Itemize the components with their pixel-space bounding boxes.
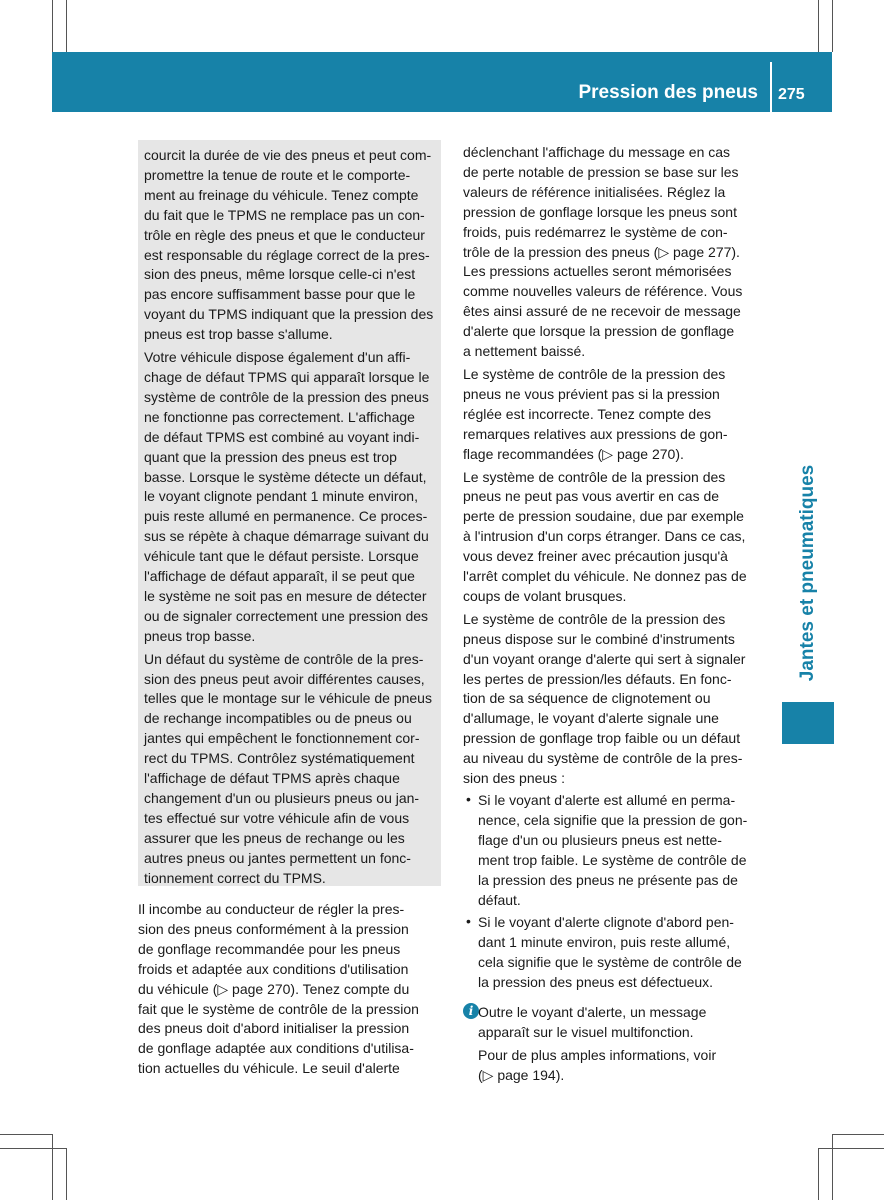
warning-box-text [144,146,433,889]
text-line: du véhicule (▷ page 270). Tenez compte du [138,980,410,997]
text-line: tion actuelles du véhicule. Le seuil d'alerte [138,1060,400,1077]
text-line: la pression des pneus est défectueux. [478,973,714,990]
text-line: vous devez freiner avec précaution jusqu'à [463,548,728,565]
bullet-item [478,791,747,910]
text-line: courcit la durée de vie des pneus et peut com- [144,147,432,163]
text-line: cela signifie que le système de contrôle de [478,953,742,970]
text-line: pneus trop basse. [144,627,256,644]
page-number: 275 [778,86,805,103]
crop-mark [52,1134,53,1200]
text-line: voyant du TPMS indiquant que la pression des [144,306,434,323]
crop-mark [52,0,53,52]
text-line: Le système de contrôle de la pression des [463,610,726,627]
text-line: Le système de contrôle de la pression des [463,365,726,382]
text-line: comme nouvelles valeurs de référence. Vous [463,283,743,300]
text-line: coups de volant brusques. [463,587,627,604]
text-line: de gonflage recommandée pour les pneus [138,940,401,957]
bullet-item [478,913,742,993]
text-line: fait que le système de contrôle de la pression [138,1000,419,1017]
text-line: assurer que les pneus de rechange ou les [144,829,405,846]
text-line: rect du TPMS. Contrôlez systématiquement [144,750,415,767]
text-line: Votre véhicule dispose également d'un affi- [144,349,411,366]
crop-mark [0,1134,52,1135]
text-line: froids, puis redémarrez le système de con- [463,223,728,240]
text-line: de perte notable de pression se base sur les [463,163,739,180]
text-line: ne fonctionne pas correctement. L'affichage [144,408,415,425]
text-line: flage d'un ou plusieurs pneus est nette- [478,831,722,848]
text-line: sion des pneus conformément à la pression [138,920,409,937]
text-line: Pour de plus amples informations, voir [478,1046,717,1063]
text-line: pneus ne peut pas vous avertir en cas de [463,488,720,505]
text-line: valeurs de référence initialisées. Réglez la [463,183,726,200]
text-line: Le système de contrôle de la pression des [463,468,726,485]
text-line: défaut. [478,891,521,908]
text-line: autres pneus ou jantes permettent un fonc- [144,849,411,866]
text-line: apparaît sur le visuel multifonction. [478,1023,694,1040]
crop-mark [0,1148,66,1149]
text-line: pneus est trop basse s'allume. [144,326,333,343]
text-line: changement d'un ou plusieurs pneus ou jan- [144,790,420,806]
bullet-marker: • [466,791,471,807]
text-line: flage recommandées (▷ page 270). [463,445,684,462]
text-line: a nettement baissé. [463,343,586,360]
crop-mark [818,1148,884,1149]
text-line: déclenchant l'affichage du message en cas [463,144,731,160]
text-line: êtes ainsi assuré de ne recevoir de message [463,303,741,320]
text-line: de gonflage adaptée aux conditions d'utilisa- [138,1040,414,1057]
text-line: d'un voyant orange d'alerte qui sert à signaler [463,650,746,667]
text-line: ou de signaler correctement une pression des [144,607,429,624]
text-line: tion de sa séquence de clignotement ou [463,690,711,707]
text-line: l'affichage de défaut apparaît, il se peut que [144,568,415,585]
text-line: à l'intrusion d'un corps étranger. Dans ce cas, [463,528,746,545]
crop-mark [832,1134,884,1135]
chapter-tab-marker [782,702,834,744]
text-line: ment au freinage du véhicule. Tenez compte [144,186,419,203]
text-line: de défaut TPMS est combiné au voyant indi- [144,428,420,445]
text-line: remarques relatives aux pressions de gon- [463,425,728,442]
text-line: Il incombe au conducteur de régler la pres- [138,901,405,917]
section-title: Pression des pneus [578,82,758,103]
text-line: les pertes de pression/les défauts. En fonc- [463,670,732,687]
text-line: chage de défaut TPMS qui apparaît lorsque le [144,368,430,385]
text-line: la pression des pneus ne présente pas de [478,871,738,888]
text-line: Si le voyant d'alerte est allumé en perma- [478,792,736,808]
text-line: pas encore suffisamment basse pour que le [144,286,416,303]
text-line: froids et adaptée aux conditions d'utilisation [138,960,409,977]
header-divider [770,62,772,112]
text-line: jantes qui empêchent le fonctionnement cor- [144,730,420,747]
text-line: l'arrêt complet du véhicule. Ne donnez pas de [463,568,747,585]
text-line: Outre le voyant d'alerte, un message [478,1004,707,1020]
text-line: le système ne soit pas en mesure de détecter [144,587,427,604]
text-line: Si le voyant d'alerte clignote d'abord pen- [478,914,734,930]
text-line: d'allumage, le voyant d'alerte signale une [463,710,719,727]
crop-mark [66,1148,67,1200]
left-column-paragraph [138,900,419,1079]
crop-mark [832,1134,833,1200]
text-line: Les pressions actuelles seront mémorisées [463,263,732,280]
text-line: (▷ page 194). [478,1066,565,1083]
text-line: trôle de la pression des pneus (▷ page 277). [463,243,740,260]
bullet-marker: • [466,913,471,929]
chapter-tab-label: Jantes et pneumatiques [797,464,819,682]
text-line: basse. Lorsque le système détecte un défaut, [144,468,427,485]
text-line: sion des pneus : [463,770,565,787]
text-line: tes effectué sur votre véhicule afin de vous [144,809,410,826]
crop-mark [832,0,833,52]
text-line: sus se répète à chaque démarrage suivant du [144,528,429,545]
text-line: véhicule tant que le défaut persiste. Lorsque [144,548,419,565]
text-line: système de contrôle de la pression des pneus [144,388,429,405]
text-line: Un défaut du système de contrôle de la pres- [144,650,424,667]
text-line: tionnement correct du TPMS. [144,869,326,886]
page-header [52,52,832,112]
text-line: puis reste allumé en permanence. Ce proces- [144,508,428,525]
text-line: promettre la tenue de route et le comporte- [144,166,411,183]
text-line: quant que la pression des pneus est trop [144,448,397,465]
info-note [478,1003,716,1086]
chapter-tab [782,454,834,692]
text-line: le voyant clignote pendant 1 minute environ, [144,488,418,505]
text-line: telles que le montage sur le véhicule de pneus [144,690,432,707]
info-icon: i [463,1003,479,1019]
text-line: nence, cela signifie que la pression de gon- [478,811,748,828]
right-column-text [463,143,747,789]
text-line: dant 1 minute environ, puis reste allumé, [478,933,731,950]
crop-mark [818,0,819,52]
text-line: sion des pneus, même lorsque celle-ci n'est [144,266,416,283]
text-line: ment trop faible. Le système de contrôle de [478,851,747,868]
text-line: perte de pression soudaine, due par exemple [463,508,744,525]
text-line: au niveau du système de contrôle de la pres- [463,750,743,767]
crop-mark [818,1148,819,1200]
text-line: sion des pneus peut avoir différentes causes, [144,670,425,687]
text-line: d'alerte que lorsque la pression de gonflage [463,323,735,340]
text-line: l'affichage de défaut TPMS après chaque [144,770,400,787]
text-line: pression de gonflage trop faible ou un défaut [463,730,741,747]
text-line: réglée est incorrecte. Tenez compte des [463,405,711,422]
text-line: est responsable du réglage correct de la pres- [144,246,430,263]
text-line: du fait que le TPMS ne remplace pas un con- [144,206,425,223]
text-line: pneus dispose sur le combiné d'instruments [463,630,735,647]
text-line: pneus ne vous prévient pas si la pression [463,385,720,402]
text-line: de rechange incompatibles ou de pneus ou [144,710,412,727]
text-line: des pneus doit d'abord initialiser la pression [138,1020,410,1037]
crop-mark [66,0,67,52]
text-line: trôle en règle des pneus et que le conducteur [144,226,425,243]
text-line: pression de gonflage lorsque les pneus sont [463,203,737,220]
